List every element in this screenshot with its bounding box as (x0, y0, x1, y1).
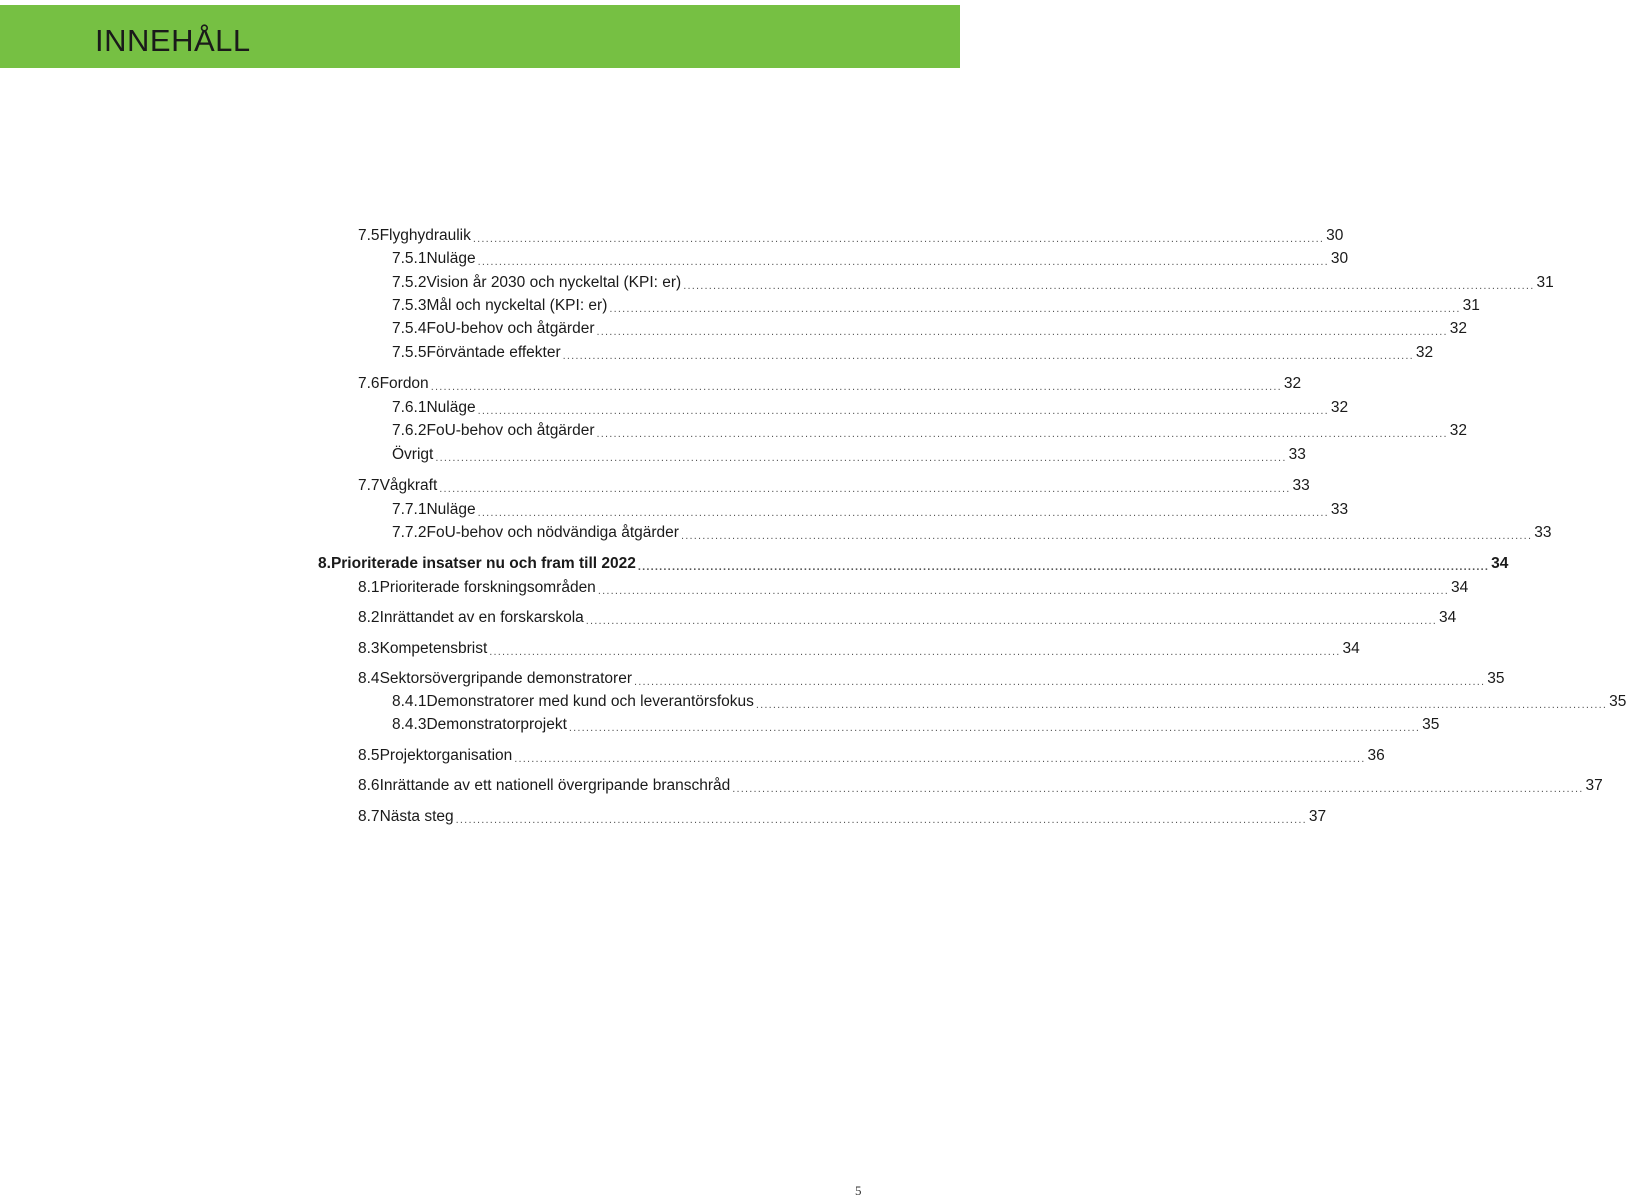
toc-entry-title: Nuläge (426, 501, 476, 518)
toc-entry-number: 8.3 (358, 640, 380, 657)
toc-entry-number: 7.7.1 (392, 501, 427, 518)
toc-entry-number: 7.6 (358, 375, 380, 392)
toc-leader-dots: ........................................................................................................................................................................................................ (435, 452, 1287, 464)
toc-entry-title: FoU-behov och nödvändiga åtgärder (426, 524, 679, 541)
toc-entry-page: 33 (1288, 446, 1306, 463)
toc-entry[interactable] (358, 805, 1327, 829)
toc-entry-page: 34 (1342, 640, 1360, 657)
toc-entry-number: 8.1 (358, 579, 380, 596)
toc-entry[interactable] (392, 247, 1349, 271)
toc-leader-dots: ........................................................................................................................................................................................................ (585, 615, 1437, 627)
toc-leader-dots: ........................................................................................................................................................................................................ (472, 233, 1325, 245)
toc-entry-page: 33 (1330, 501, 1349, 518)
toc-entry-number: 8.4.1 (392, 693, 427, 710)
toc-entry[interactable] (358, 606, 1457, 630)
toc-entry-page: 36 (1367, 747, 1385, 764)
header-bar (0, 5, 960, 68)
toc-entry-page: 31 (1536, 274, 1554, 291)
toc-entry[interactable] (358, 744, 1385, 768)
toc-leader-dots: ........................................................................................................................................................................................................ (455, 814, 1307, 826)
toc-entry-title: Sektorsövergripande demonstratorer (379, 670, 632, 687)
toc-leader-dots: ........................................................................................................................................................................................................ (732, 783, 1584, 795)
toc-entry-title: Vågkraft (379, 477, 438, 494)
toc-entry[interactable] (392, 419, 1467, 443)
toc-leader-dots: ........................................................................................................................................................................................................ (596, 326, 1448, 338)
toc-entry-title: Fordon (379, 375, 429, 392)
toc-entry[interactable] (318, 552, 1509, 576)
toc-entry[interactable] (392, 294, 1480, 318)
toc-leader-dots: ........................................................................................................................................................................................................ (597, 585, 1450, 597)
toc-leader-dots: ........................................................................................................................................................................................................ (430, 381, 1282, 393)
toc-leader-dots: ........................................................................................................................................................................................................ (568, 722, 1421, 734)
toc-entry-title: Inrättandet av en forskarskola (379, 609, 584, 626)
toc-entry-number: 8.7 (358, 808, 380, 825)
toc-entry-number: 7.7 (358, 477, 380, 494)
toc-entry-number: 8.5 (358, 747, 380, 764)
toc-entry-number: 7.5.5 (392, 344, 427, 361)
toc-entry[interactable] (392, 396, 1349, 420)
toc-entry-title: FoU-behov och åtgärder (426, 422, 595, 439)
toc-entry-number: 8. (318, 555, 331, 572)
toc-entry-page: 30 (1330, 250, 1349, 267)
toc-entry-page: 33 (1292, 477, 1310, 494)
toc-leader-dots: ........................................................................................................................................................................................................ (755, 699, 1608, 711)
toc-entry-title: Projektorganisation (379, 747, 513, 764)
toc-entry[interactable] (358, 637, 1360, 661)
toc-entry[interactable] (392, 443, 1306, 467)
toc-entry-title: FoU-behov och åtgärder (426, 320, 595, 337)
toc-entry[interactable] (392, 521, 1552, 545)
toc-entry[interactable] (358, 372, 1302, 396)
toc-entry-page: 33 (1534, 524, 1552, 541)
toc-entry-number: 8.4.3 (392, 716, 427, 733)
toc-entry-title: Vision år 2030 och nyckeltal (KPI: er) (426, 274, 682, 291)
toc-entry-title: Övrigt (392, 446, 434, 463)
toc-entry-number: 7.5.1 (392, 250, 427, 267)
toc-entry-title: Nuläge (426, 250, 476, 267)
toc-entry[interactable] (358, 224, 1344, 248)
toc-entry-page: 35 (1422, 716, 1440, 733)
toc-entry-page: 32 (1330, 399, 1349, 416)
toc-entry[interactable] (392, 341, 1434, 365)
toc-leader-dots: ........................................................................................................................................................................................................ (609, 303, 1461, 315)
toc-entry[interactable] (392, 690, 1626, 714)
toc-entry-title: Mål och nyckeltal (KPI: er) (426, 297, 608, 314)
toc-entry-title: Förväntade effekter (426, 344, 561, 361)
toc-leader-dots: ........................................................................................................................................................................................................ (477, 405, 1329, 417)
toc-entry[interactable] (392, 498, 1349, 522)
toc-entry-page: 37 (1585, 777, 1603, 794)
toc-entry-page: 34 (1451, 579, 1469, 596)
page-number: 5 (855, 1183, 862, 1198)
toc-entry-page: 31 (1462, 297, 1480, 314)
toc-entry-page: 30 (1326, 227, 1344, 244)
toc-entry-number: 8.2 (358, 609, 380, 626)
toc-leader-dots: ........................................................................................................................................................................................................ (680, 530, 1533, 542)
toc-entry-page: 37 (1308, 808, 1327, 825)
page-title: INNEHÅLL (95, 23, 251, 58)
toc-leader-dots: ........................................................................................................................................................................................................ (514, 753, 1366, 765)
toc-entry-number: 7.5.2 (392, 274, 427, 291)
toc-entry-title: Prioriterade insatser nu och fram till 2022 (330, 555, 636, 572)
toc-leader-dots: ........................................................................................................................................................................................................ (477, 256, 1329, 268)
toc-entry-number: 7.6.2 (392, 422, 427, 439)
toc-entry-number: 8.6 (358, 777, 380, 794)
toc-entry-title: Demonstratorprojekt (426, 716, 567, 733)
toc-entry-number: 7.5.3 (392, 297, 427, 314)
toc-entry-page: 34 (1491, 555, 1509, 572)
toc-entry-number: 7.5.4 (392, 320, 427, 337)
toc-entry-title: Flyghydraulik (379, 227, 471, 244)
toc-entry[interactable] (392, 713, 1440, 737)
toc-entry-page: 32 (1449, 422, 1467, 439)
toc-entry-title: Nuläge (426, 399, 476, 416)
toc-entry[interactable] (392, 271, 1554, 295)
toc-leader-dots: ........................................................................................................................................................................................................ (477, 507, 1329, 519)
toc-entry-page: 35 (1609, 693, 1626, 710)
toc-entry-page: 32 (1449, 320, 1467, 337)
toc-leader-dots: ........................................................................................................................................................................................................ (634, 676, 1486, 688)
toc-entry-title: Kompetensbrist (379, 640, 488, 657)
toc-entry-number: 7.5 (358, 227, 380, 244)
toc-entry-page: 34 (1439, 609, 1457, 626)
toc-entry-title: Prioriterade forskningsområden (379, 579, 596, 596)
toc-entry-page: 32 (1415, 344, 1434, 361)
toc-entry-number: 7.7.2 (392, 524, 427, 541)
toc-entry-page: 32 (1283, 375, 1302, 392)
toc-entry-title: Inrättande av ett nationell övergripande branschråd (379, 777, 731, 794)
toc-entry-number: 7.6.1 (392, 399, 427, 416)
toc-entry[interactable] (358, 576, 1469, 600)
toc-leader-dots: ........................................................................................................................................................................................................ (489, 646, 1341, 658)
toc-leader-dots: ........................................................................................................................................................................................................ (683, 280, 1535, 292)
toc-entry[interactable] (392, 317, 1467, 341)
toc-entry[interactable] (358, 474, 1310, 498)
toc-entry-title: Nästa steg (379, 808, 454, 825)
toc-entry[interactable] (358, 667, 1505, 691)
toc-leader-dots: ........................................................................................................................................................................................................ (439, 483, 1291, 495)
toc-entry-number: 8.4 (358, 670, 380, 687)
toc-entry[interactable] (358, 774, 1603, 798)
toc-leader-dots: ........................................................................................................................................................................................................ (596, 428, 1448, 440)
toc-entry-title: Demonstratorer med kund och leverantörsfokus (426, 693, 754, 710)
toc-entry-page: 35 (1487, 670, 1505, 687)
toc-leader-dots: ........................................................................................................................................................................................................ (637, 561, 1490, 573)
toc-leader-dots: ........................................................................................................................................................................................................ (562, 350, 1414, 362)
